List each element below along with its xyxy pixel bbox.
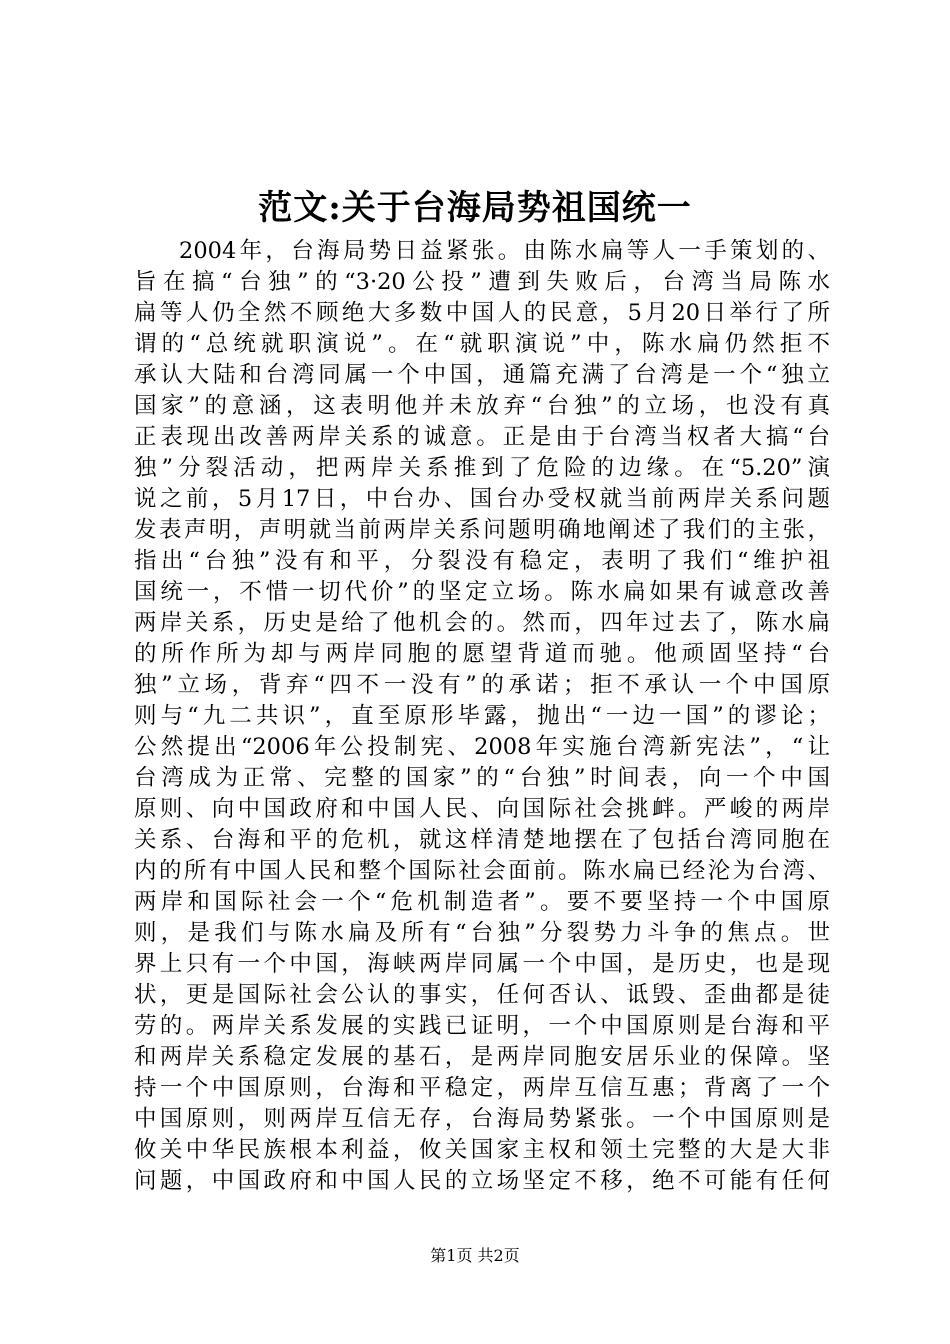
- paragraph-line: 和两岸关系稳定发展的基石，是两岸同胞安居乐业的保障。坚: [134, 1044, 830, 1070]
- paragraph-line: 问题，中国政府和中国人民的立场坚定不移，绝不可能有任何: [134, 1168, 830, 1194]
- paragraph-line: 承认大陆和台湾同属一个中国，通篇充满了台湾是一个“独立: [134, 362, 830, 388]
- paragraph-line: 台湾成为正常、完整的国家”的“台独”时间表，向一个中国: [134, 765, 830, 791]
- paragraph-line: 国家”的意涵，这表明他并未放弃“台独”的立场，也没有真: [134, 393, 830, 419]
- paragraph-line: 两岸关系，历史是给了他机会的。然而，四年过去了，陈水扁: [134, 610, 830, 636]
- paragraph-line: 内的所有中国人民和整个国际社会面前。陈水扁已经沦为台湾、: [134, 858, 830, 884]
- paragraph-line: 原则、向中国政府和中国人民、向国际社会挑衅。严峻的两岸: [134, 796, 830, 822]
- paragraph-line: 的所作所为却与两岸同胞的愿望背道而驰。他顽固坚持“台: [134, 641, 830, 667]
- paragraph-line: 两岸和国际社会一个“危机制造者”。要不要坚持一个中国原: [134, 889, 830, 915]
- paragraph-line: 关系、台海和平的危机，就这样清楚地摆在了包括台湾同胞在: [134, 827, 830, 853]
- paragraph-line: 公然提出“2006年公投制宪、2008年实施台湾新宪法”，“让: [134, 734, 830, 760]
- paragraph-line: 状，更是国际社会公认的事实，任何否认、诋毁、歪曲都是徒: [134, 982, 830, 1008]
- page-footer: 第1页 共2页: [430, 1246, 520, 1265]
- paragraph-line: 劳的。两岸关系发展的实践已证明，一个中国原则是台海和平: [134, 1013, 830, 1039]
- paragraph-line: 说之前，5月17日，中台办、国台办受权就当前两岸关系问题: [134, 486, 830, 512]
- document-body: [134, 236, 830, 1197]
- paragraph-line: 2004年，台海局势日益紧张。由陈水扁等人一手策划的、: [179, 238, 830, 264]
- paragraph-line: 旨在搞“台独”的“3·20公投”遭到失败后，台湾当局陈水: [134, 269, 830, 295]
- paragraph-line: 独”分裂活动，把两岸关系推到了危险的边缘。在“5.20”演: [134, 455, 830, 481]
- paragraph-line: 扁等人仍全然不顾绝大多数中国人的民意，5月20日举行了所: [134, 300, 830, 326]
- paragraph-line: 中国原则，则两岸互信无存，台海局势紧张。一个中国原则是: [134, 1106, 830, 1132]
- paragraph-line: 持一个中国原则，台海和平稳定，两岸互信互惠；背离了一个: [134, 1075, 830, 1101]
- paragraph-line: 则，是我们与陈水扁及所有“台独”分裂势力斗争的焦点。世: [134, 920, 830, 946]
- paragraph-line: 独”立场，背弃“四不一没有”的承诺；拒不承认一个中国原: [134, 672, 830, 698]
- paragraph-line: 国统一，不惜一切代价”的坚定立场。陈水扁如果有诚意改善: [134, 579, 830, 605]
- paragraph-line: 攸关中华民族根本利益，攸关国家主权和领土完整的大是大非: [134, 1137, 830, 1163]
- paragraph-line: 则与“九二共识”，直至原形毕露，抛出“一边一国”的谬论；: [134, 703, 830, 729]
- paragraph-line: 谓的“总统就职演说”。在“就职演说”中，陈水扁仍然拒不: [134, 331, 830, 357]
- document-title: 范文:关于台海局势祖国统一: [258, 188, 692, 228]
- paragraph-line: 发表声明，声明就当前两岸关系问题明确地阐述了我们的主张，: [134, 517, 830, 543]
- paragraph-line: 界上只有一个中国，海峡两岸同属一个中国，是历史，也是现: [134, 951, 830, 977]
- paragraph-line: 正表现出改善两岸关系的诚意。正是由于台湾当权者大搞“台: [134, 424, 830, 450]
- paragraph-line: 指出“台独”没有和平，分裂没有稳定，表明了我们“维护祖: [134, 548, 830, 574]
